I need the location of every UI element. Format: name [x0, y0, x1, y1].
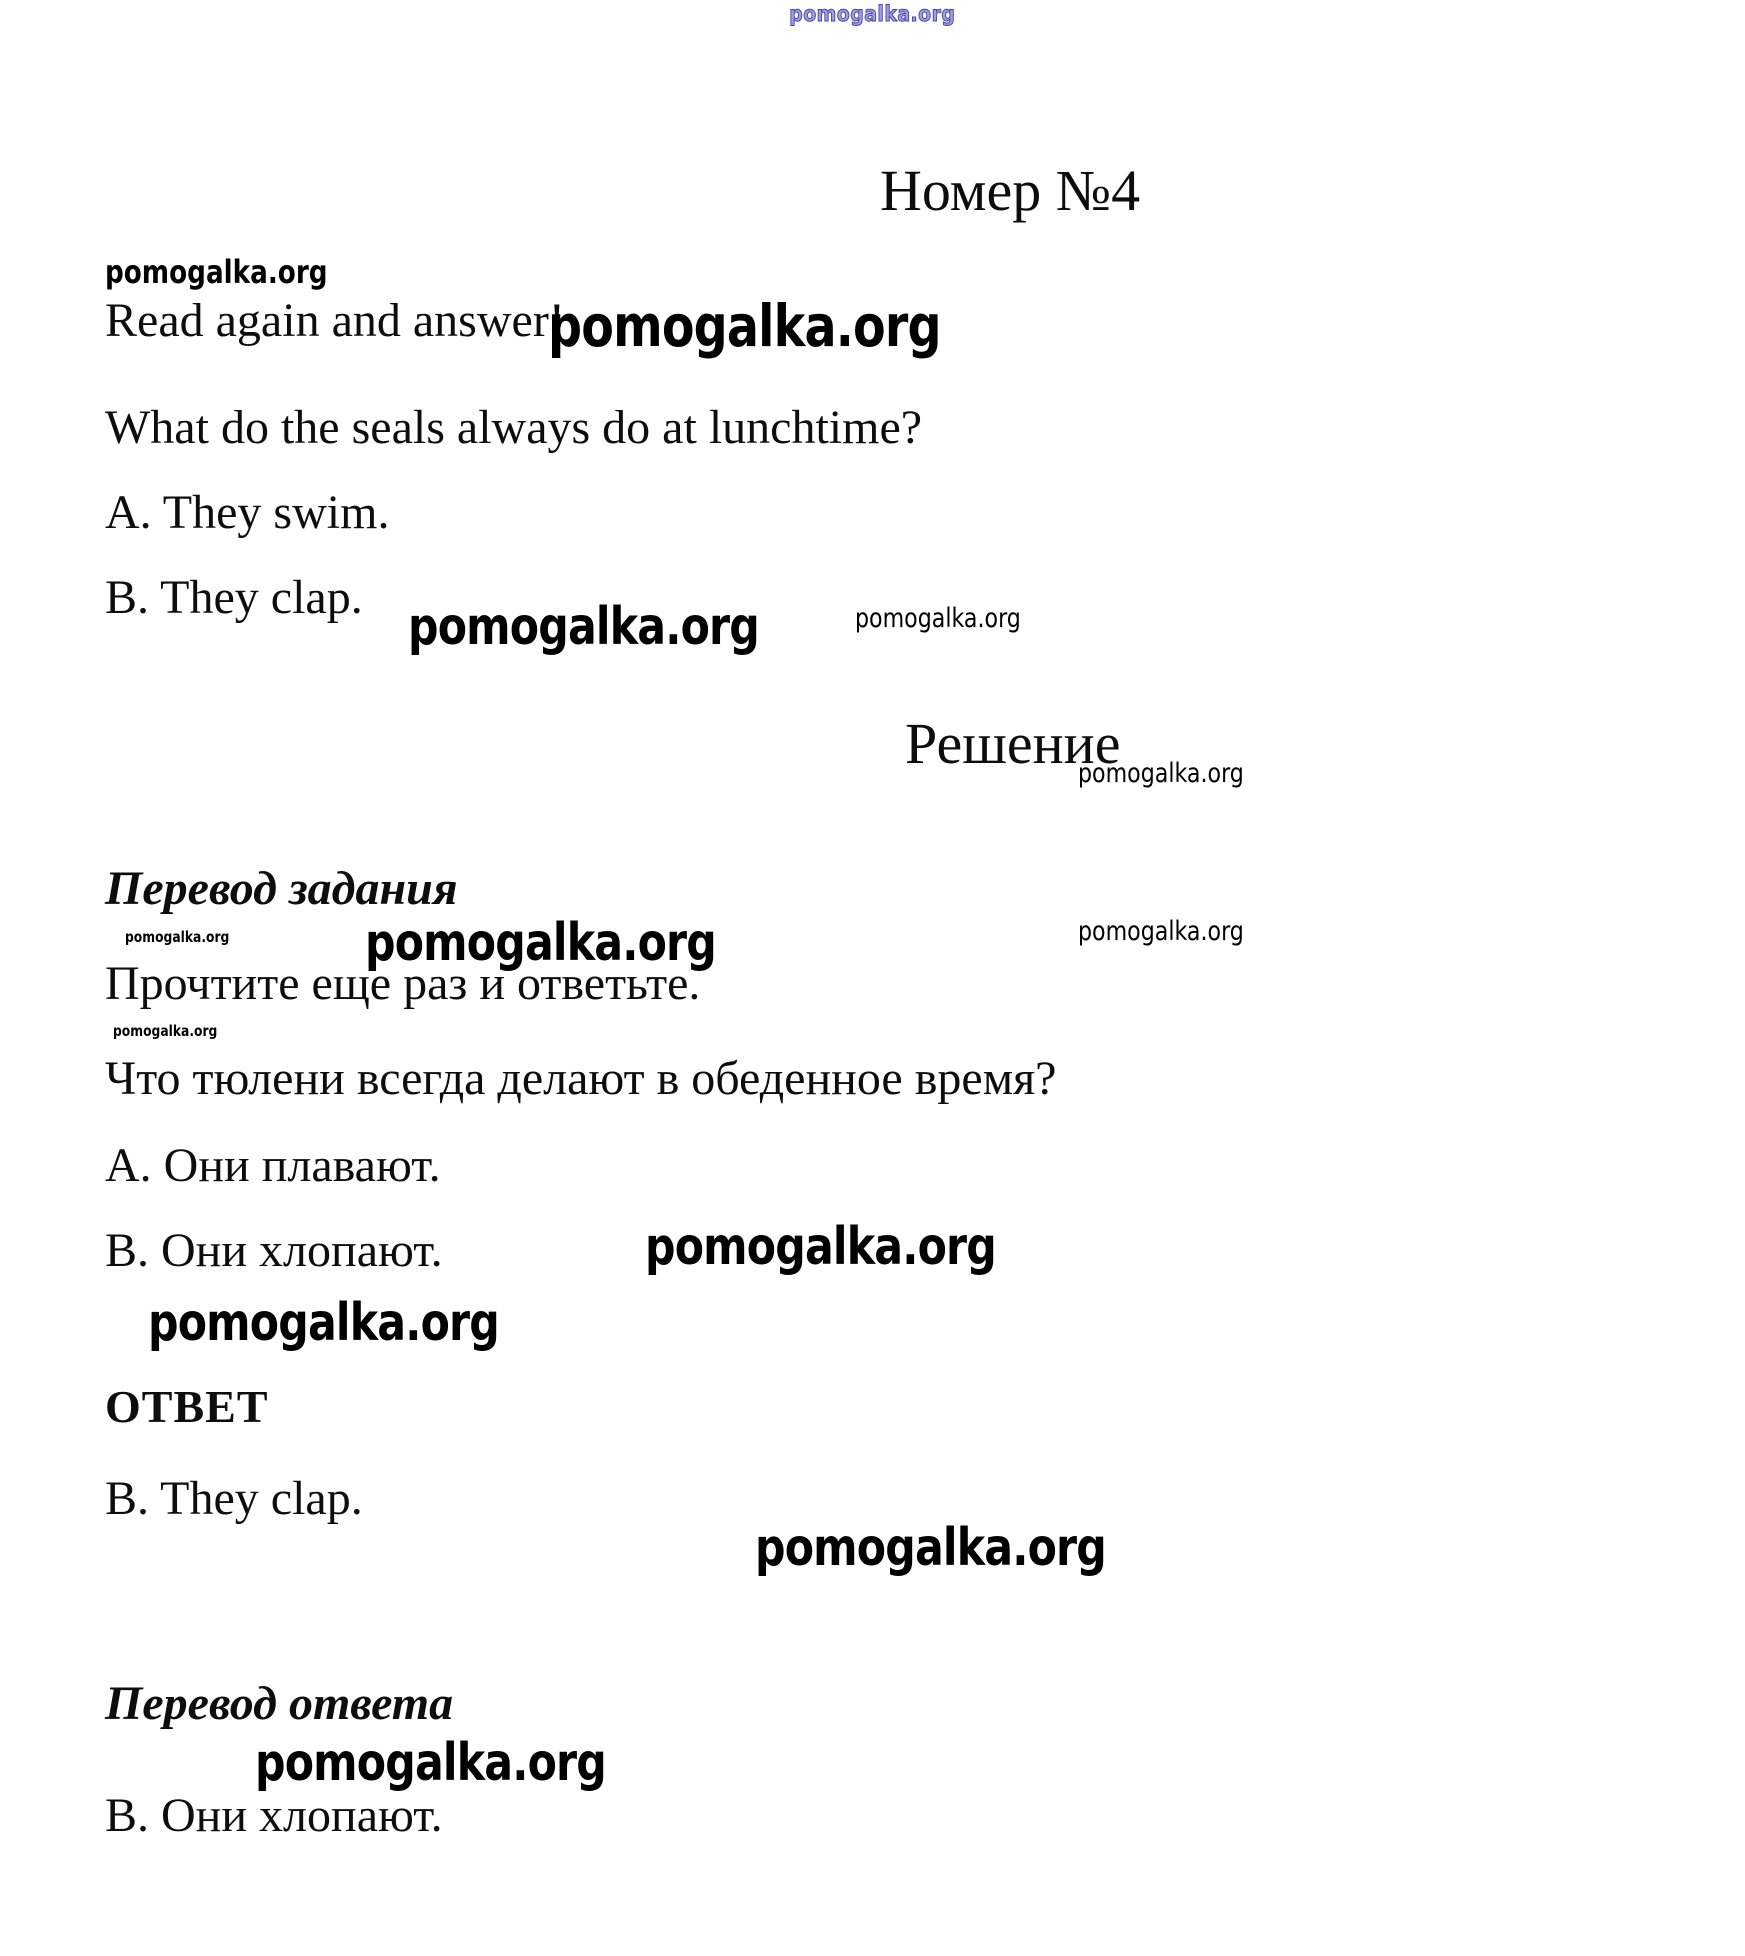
- solution-heading: Решение: [905, 711, 1121, 776]
- answer-heading: ОТВЕТ: [105, 1381, 269, 1432]
- answer-text: B. They clap.: [105, 1472, 363, 1525]
- page-title: Номер №4: [880, 158, 1141, 223]
- translation-task-instruction: Прочтите еще раз и ответьте.: [105, 957, 701, 1010]
- task-instruction: Read again and answer!: [105, 294, 565, 347]
- watermark: pomogalka.org: [255, 1733, 606, 1793]
- watermark: pomogalka.org: [1078, 916, 1244, 947]
- watermark: pomogalka.org: [148, 1293, 499, 1353]
- watermark: pomogalka.org: [755, 1518, 1106, 1578]
- watermark: pomogalka.org: [408, 597, 759, 657]
- translation-task-heading: Перевод задания: [105, 862, 458, 915]
- watermark: pomogalka.org: [105, 253, 328, 291]
- watermark: pomogalka.org: [113, 1022, 218, 1040]
- translation-task-option-a: А. Они плавают.: [105, 1139, 441, 1192]
- watermark: pomogalka.org: [365, 913, 716, 973]
- translation-answer-text: В. Они хлопают.: [105, 1789, 443, 1842]
- translation-task-option-b: В. Они хлопают.: [105, 1224, 443, 1277]
- watermark: pomogalka.org: [645, 1217, 996, 1277]
- watermark: pomogalka.org: [1078, 758, 1244, 789]
- watermark: pomogalka.org: [789, 2, 956, 26]
- task-question: What do the seals always do at lunchtime?: [105, 401, 923, 454]
- watermark: pomogalka.org: [548, 292, 941, 360]
- translation-answer-heading: Перевод ответа: [105, 1677, 454, 1730]
- watermark: pomogalka.org: [125, 928, 230, 946]
- task-option-a: A. They swim.: [105, 486, 390, 539]
- translation-task-question: Что тюлени всегда делают в обеденное время?: [105, 1052, 1057, 1105]
- task-option-b: B. They clap.: [105, 571, 363, 624]
- watermark: pomogalka.org: [855, 603, 1021, 634]
- watermark-top-container: [0, 2, 1745, 26]
